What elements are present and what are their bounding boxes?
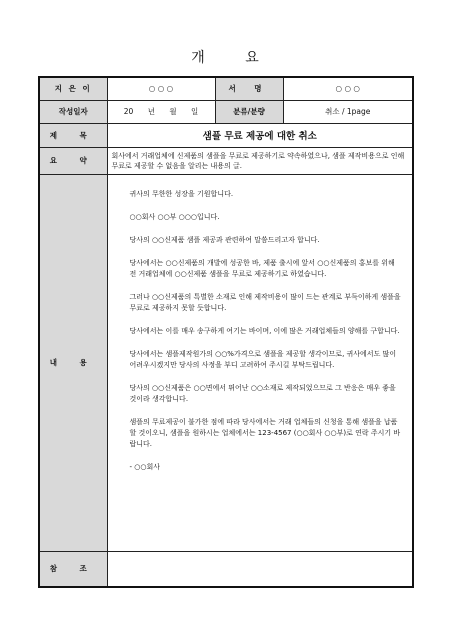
book-name-value: ○ ○ ○ <box>283 77 413 100</box>
summary-text: 회사에서 거래업체에 신제품의 샘플을 무료로 제공하기로 약속하였으나, 샘플 제작비용으로 인해 무료로 제공할 수 없음을 알리는 내용의 글. <box>107 147 413 174</box>
content-paragraph: ○○회사 ○○부 ○○○입니다. <box>129 212 220 221</box>
reference-label: 참 조 <box>39 551 107 587</box>
reference-value <box>107 551 413 587</box>
content-body <box>107 174 413 551</box>
content-paragraph: 샘플의 무료제공이 불가한 점에 따라 당사에서는 거래 업체들의 신청을 통해 샘플을 납품할 것이오니, 샘플을 원하시는 업체에서는 123-4567 (○○회사 ○○부)로 연락 주시기 바랍니다. <box>129 417 401 448</box>
content-paragraph: 당사에서는 이를 매우 송구하게 여기는 바이며, 이에 많은 거래업체들의 양해를 구합니다. <box>129 326 400 335</box>
date-value: 20 년 월 일 <box>107 100 215 123</box>
subject-label: 제 목 <box>39 123 107 147</box>
date-label: 작성일자 <box>39 100 107 123</box>
subject-value: 샘플 무료 제공에 대한 취소 <box>107 123 413 147</box>
category-label: 분류/분량 <box>215 100 283 123</box>
content-paragraph: 당사에서는 샘플제작원가의 ○○%가격으로 샘플을 제공할 생각이므로, 귀사에서도 많이 어려우시겠지만 당사의 사정을 부디 고려하여 주시길 부탁드립니다. <box>129 349 397 369</box>
category-value: 취소 / 1page <box>283 100 413 123</box>
content-paragraph: 귀사의 무한한 성장을 기원합니다. <box>129 189 234 198</box>
content-paragraph: 당사의 ○○신제품은 ○○면에서 뛰어난 ○○소재로 제작되었으므로 그 반응은 매우 좋을 것이라 생각합니다. <box>129 383 396 403</box>
content-paragraph: 당사에서는 ○○신제품의 개발에 성공한 바, 제품 출시에 앞서 ○○신제품의 홍보를 위해 전 거래업체에 ○○신제품 샘플을 무료로 제공하기로 하였습니다. <box>129 258 395 278</box>
content-paragraph: - ○○회사 <box>129 462 160 471</box>
content-paragraph: 그러나 ○○신제품의 특별한 소재로 인해 제작비용이 많이 드는 관계로 부득이하게 샘플을 무료로 제공하지 못할 듯합니다. <box>129 292 401 312</box>
author-label: 지 은 이 <box>39 77 107 100</box>
content-label: 내 용 <box>39 174 107 551</box>
author-value: ○ ○ ○ <box>107 77 215 100</box>
content-paragraph: 당사의 ○○신제품 샘플 제공과 관련하여 말씀드리고자 합니다. <box>129 235 320 244</box>
page-title: 개 요 <box>191 50 277 66</box>
book-name-label: 서 명 <box>215 77 283 100</box>
overview-table <box>38 76 414 588</box>
summary-label: 요 약 <box>39 147 107 174</box>
